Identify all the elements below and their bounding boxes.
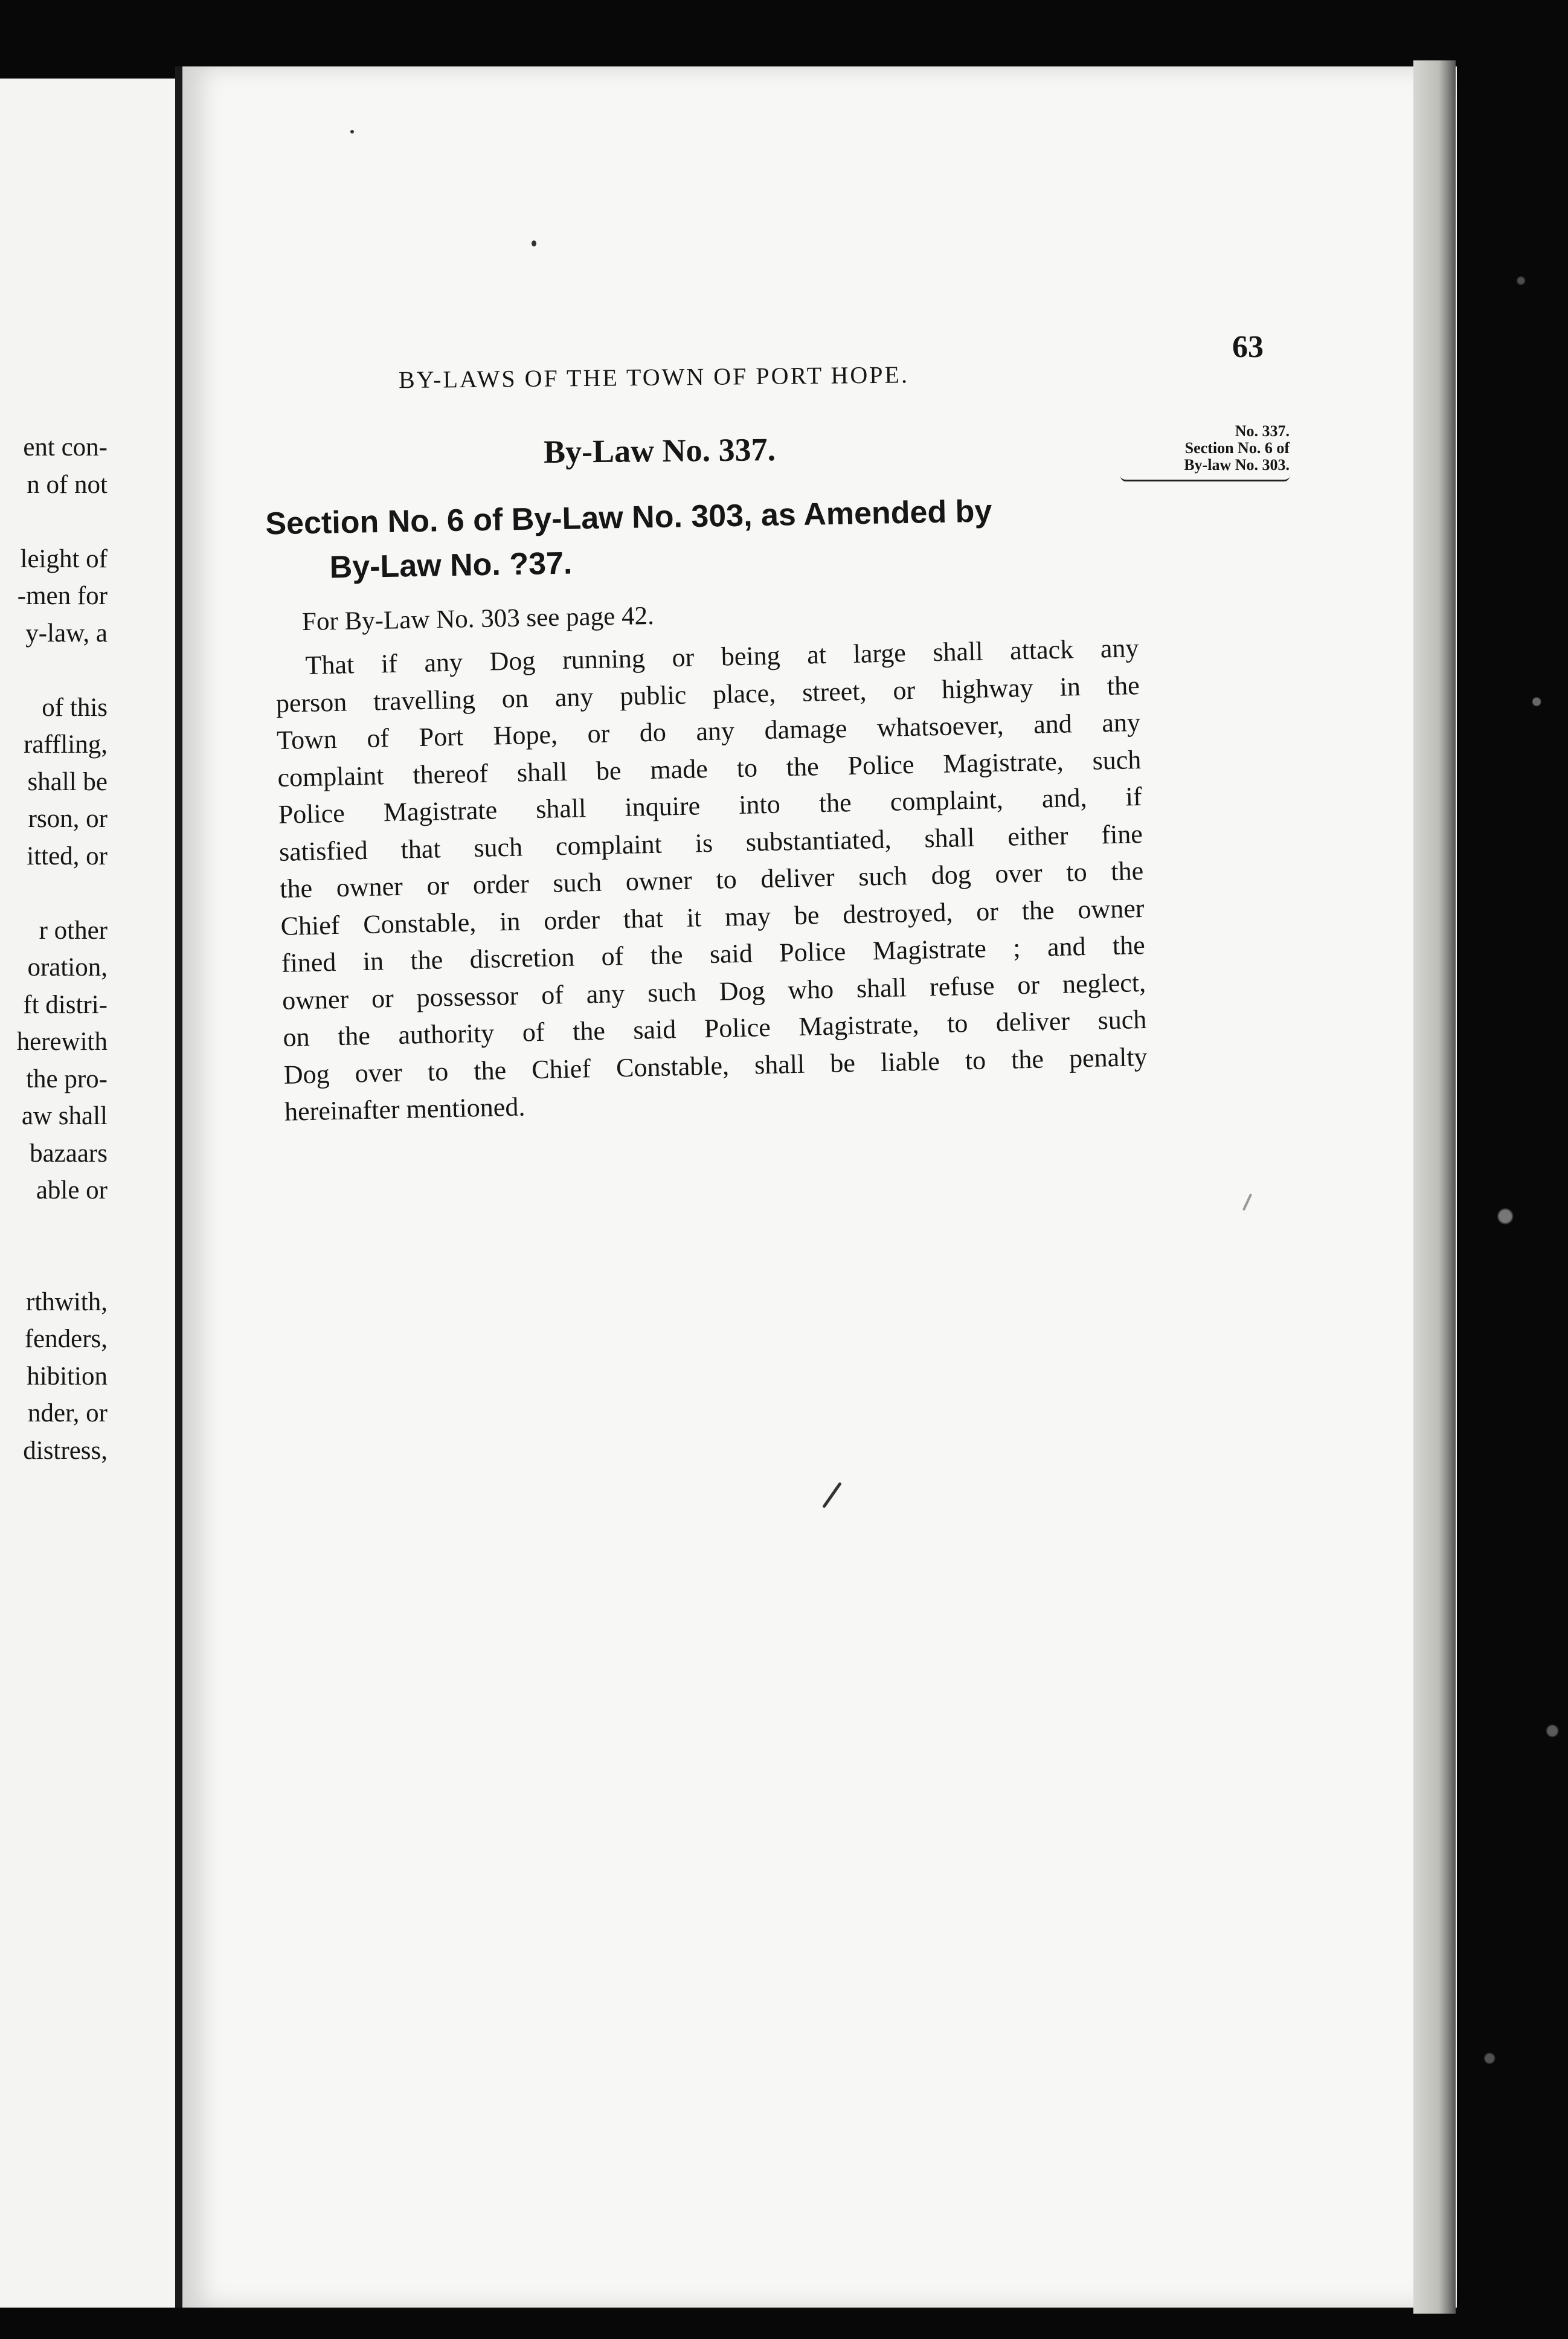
left-page-fragment [0, 875, 192, 912]
body-line: fined in the discretion of the said Police Magistrate ; and the [281, 930, 1146, 978]
body-line: hereinafter mentioned. [284, 1092, 525, 1127]
ink-speck [350, 130, 354, 134]
left-page-fragment: ent con- [23, 433, 108, 462]
body-line: satisfied that such complaint is substantiated, shall either fine [278, 819, 1143, 867]
body-line: Dog over to the Chief Constable, shall be liable to the penalty [283, 1041, 1148, 1090]
left-page-fragment: rthwith, [26, 1287, 108, 1316]
margin-note [1120, 423, 1290, 481]
left-page-fragment: fenders, [24, 1325, 108, 1353]
left-page-fragment: bazaars [30, 1139, 108, 1168]
page-edge [1413, 60, 1456, 2314]
left-page-fragment: aw shall [21, 1102, 108, 1130]
left-page-fragment: distress, [23, 1436, 108, 1465]
left-page-fragment: hibition [27, 1362, 108, 1391]
section-heading-line: By-Law No. ?37. [329, 545, 573, 585]
body-line: Town of Port Hope, or do any damage whatsoever, and any [276, 707, 1141, 755]
left-page-fragment: nder, or [27, 1399, 108, 1427]
left-page-fragment [0, 1246, 192, 1284]
left-page-fragment [0, 652, 192, 689]
left-page [0, 79, 196, 2308]
left-page-fragment: ft distri- [23, 990, 108, 1019]
left-page-fragment: oration, [27, 953, 108, 982]
left-page-fragment: the pro- [26, 1064, 108, 1093]
ink-speck [532, 240, 536, 246]
body-line: That if any Dog running or being at large shall attack any [305, 633, 1139, 680]
page-number: 63 [1232, 330, 1264, 364]
body-line: complaint thereof shall be made to the Police Magistrate, such [277, 744, 1142, 793]
left-page-fragment: herewith [16, 1028, 108, 1056]
body-line: person travelling on any public place, street, or highway in the [275, 670, 1140, 718]
margin-note-brace [1120, 476, 1290, 481]
left-page-fragment: shall be [27, 767, 108, 796]
left-page-fragment [0, 503, 192, 541]
right-page [175, 66, 1457, 2308]
body-paragraph [275, 629, 1148, 1130]
section-heading-line: Section No. 6 of By-Law No. 303, as Amended by [265, 494, 992, 542]
body-line: owner or possessor of any such Dog who shall refuse or neglect, [281, 967, 1146, 1015]
body-line: Police Magistrate shall inquire into the complaint, and, if [278, 781, 1142, 829]
left-page-fragment: y-law, a [25, 619, 108, 648]
left-page-fragment: r other [39, 916, 108, 945]
left-page-fragment: -men for [17, 582, 108, 610]
body-line: on the authority of the said Police Magistrate, to deliver such [283, 1004, 1147, 1052]
left-page-fragment: n of not [27, 470, 108, 499]
reference-line: For By-Law No. 303 see page 42. [301, 601, 655, 637]
left-page-text-fragments [0, 429, 192, 1469]
left-page-fragment: able or [36, 1176, 108, 1205]
bylaw-heading: By-Law No. 337. [543, 431, 776, 471]
body-line: the owner or order such owner to deliver such dog over to the [279, 855, 1144, 904]
margin-note-line: Section No. 6 of [1184, 439, 1290, 457]
left-page-fragment [0, 1209, 192, 1247]
section-heading [265, 487, 1124, 591]
margin-note-line: No. 337. [1235, 422, 1290, 440]
left-page-fragment: leight of [20, 544, 108, 573]
left-page-fragment: raffling, [24, 730, 108, 759]
running-head: BY-LAWS OF THE TOWN OF PORT HOPE. [398, 361, 910, 394]
left-page-fragment: of this [42, 693, 108, 722]
left-page-fragment: rson, or [28, 805, 108, 833]
body-line: Chief Constable, in order that it may be destroyed, or the owner [280, 893, 1145, 941]
left-page-fragment: itted, or [27, 841, 108, 870]
margin-note-line: By-law No. 303. [1184, 456, 1290, 474]
